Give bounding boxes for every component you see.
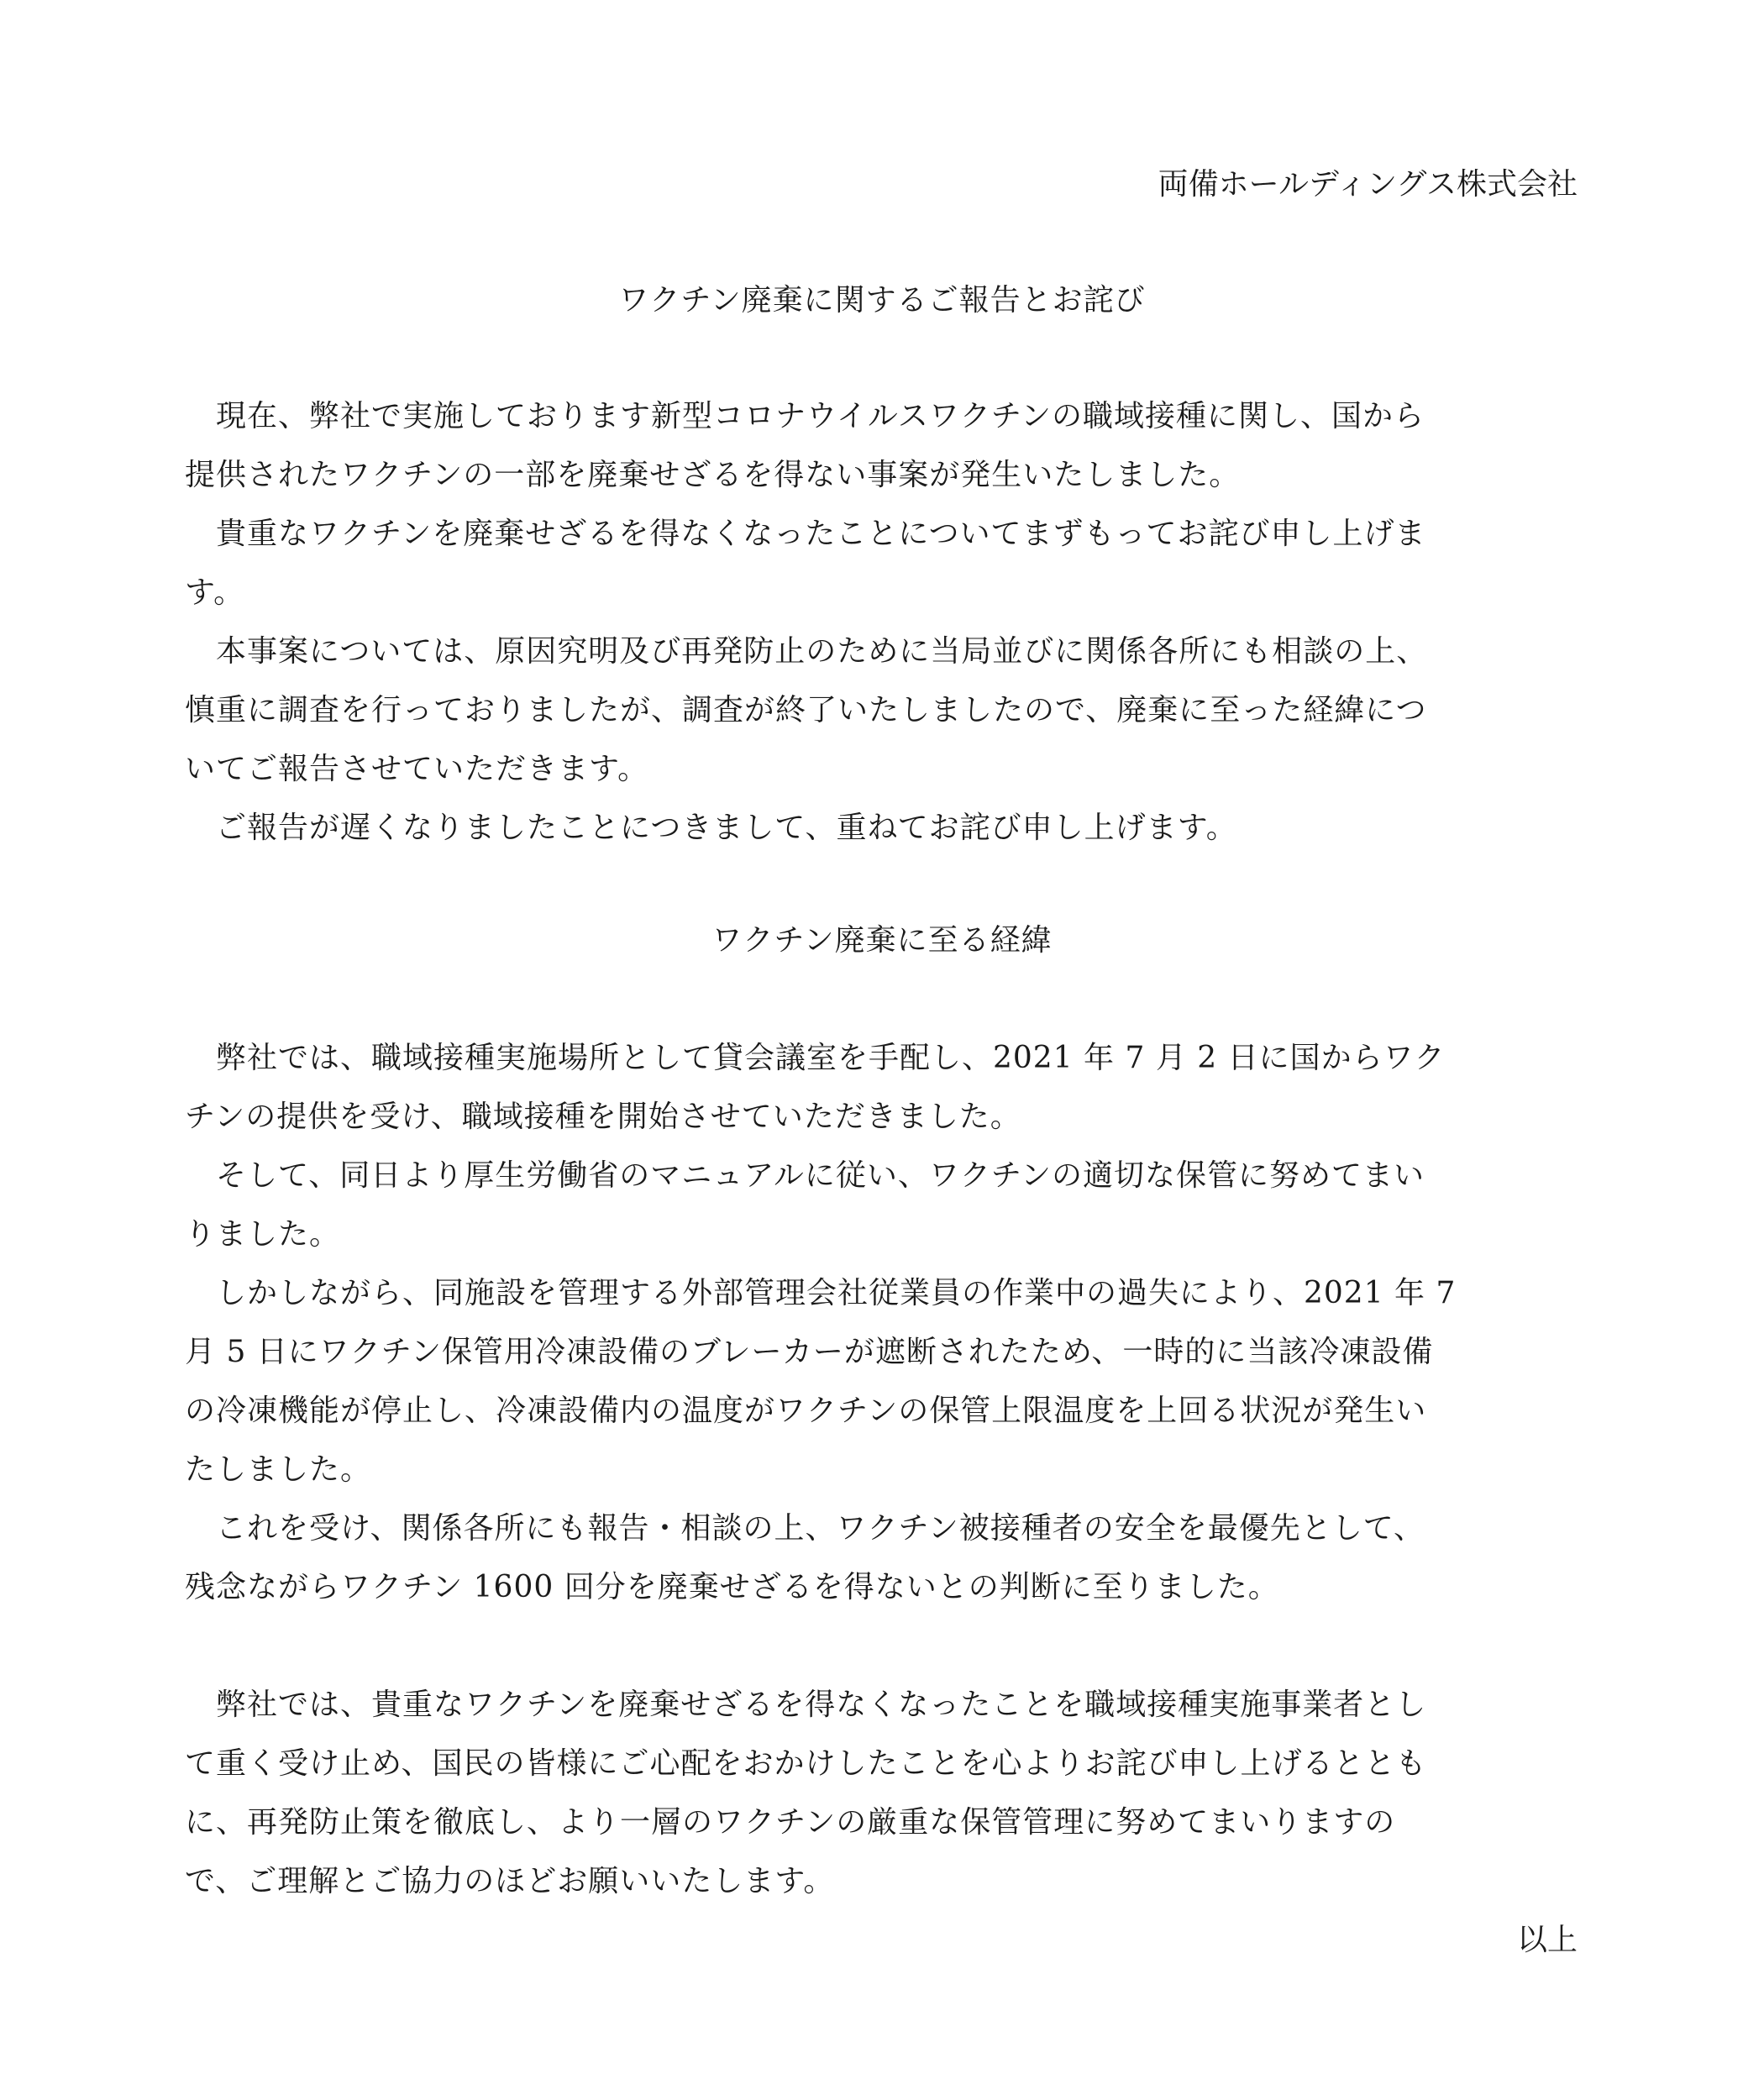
- detail-line: 月 5 日にワクチン保管用冷凍設備のブレーカーが遮断されたため、一時的に当該冷凍設備: [185, 1335, 1434, 1369]
- detail-line: 残念ながらワクチン 1600 回分を廃棄せざるを得ないとの判断に至りました。: [185, 1570, 1279, 1604]
- intro-line: す。: [185, 575, 245, 610]
- intro-line: 本事案については、原因究明及び再発防止のために当局並びに関係各所にも相談の上、: [185, 634, 1428, 669]
- detail-line: たしました。: [185, 1452, 372, 1487]
- detail-line: りました。: [185, 1217, 341, 1252]
- detail-line: 弊社では、職域接種実施場所として貸会議室を手配し、2021 年 7 月 2 日に国からワク: [185, 1041, 1446, 1075]
- intro-line: いてご報告させていただきます。: [185, 752, 649, 786]
- detail-line: の冷凍機能が停止し、冷凍設備内の温度がワクチンの保管上限温度を上回る状況が発生い: [185, 1394, 1427, 1428]
- detail-line: しかしながら、同施設を管理する外部管理会社従業員の作業中の過失により、2021 年 7: [185, 1276, 1457, 1310]
- closing-line: て重く受け止め、国民の皆様にご心配をおかけしたことを心よりお詫び申し上げるととも: [185, 1746, 1427, 1781]
- detail-line: そして、同日より厚生労働省のマニュアルに従い、ワクチンの適切な保管に努めてまい: [185, 1158, 1425, 1193]
- intro-line: ご報告が遅くなりましたことにつきまして、重ねてお詫び申し上げます。: [185, 811, 1237, 845]
- detail-line: これを受け、関係各所にも報告・相談の上、ワクチン被接種者の安全を最優先として、: [185, 1511, 1425, 1546]
- company-name: 両備ホールディングス株式会社: [1158, 167, 1578, 202]
- intro-line: 慎重に調査を行っておりましたが、調査が終了いたしましたので、廃棄に至った経緯につ: [185, 693, 1427, 727]
- closing-line: で、ご理解とご協力のほどお願いいたします。: [185, 1864, 835, 1898]
- closing-line: に、再発防止策を徹底し、より一層のワクチンの厳重な保管管理に努めてまいりますの: [185, 1805, 1396, 1840]
- detail-line: チンの提供を受け、職域接種を開始させていただきました。: [185, 1100, 1021, 1134]
- document-title: ワクチン廃棄に関するご報告とお詫び: [618, 283, 1146, 318]
- end-mark: 以上: [1516, 1923, 1578, 1957]
- closing-line: 弊社では、貴重なワクチンを廃棄せざるを得なくなったことを職域接種実施事業者とし: [185, 1688, 1427, 1722]
- section-title: ワクチン廃棄に至る経緯: [711, 923, 1053, 958]
- intro-line: 提供されたワクチンの一部を廃棄せざるを得ない事案が発生いたしました。: [185, 458, 1241, 492]
- intro-line: 現在、弊社で実施しております新型コロナウイルスワクチンの職域接種に関し、国から: [185, 399, 1425, 433]
- intro-line: 貴重なワクチンを廃棄せざるを得なくなったことについてまずもってお詫び申し上げま: [185, 517, 1426, 551]
